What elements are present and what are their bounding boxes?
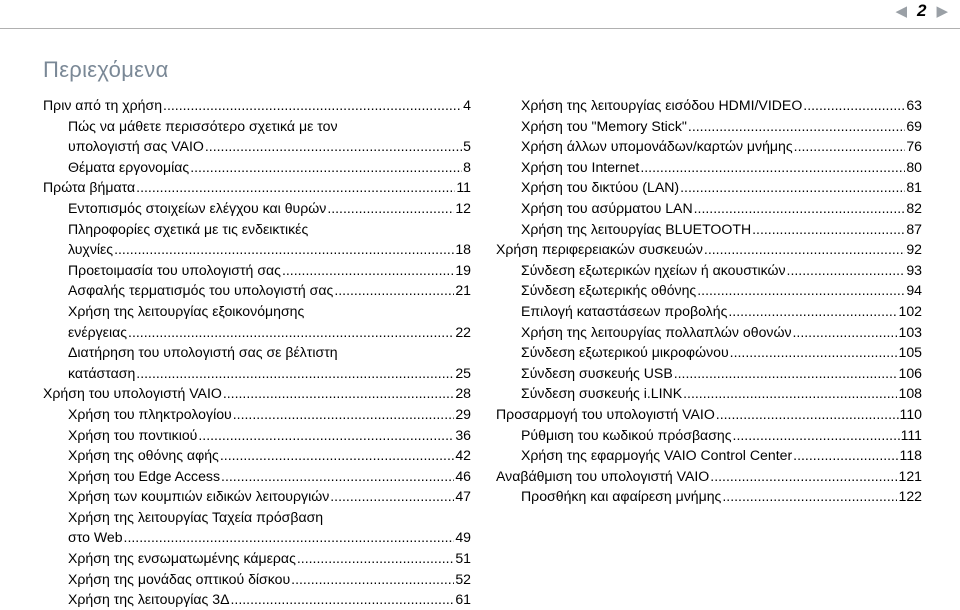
toc-entry-text: Ρύθμιση του κωδικού πρόσβασης: [521, 426, 732, 443]
toc-page-number: 94: [906, 282, 922, 299]
toc-entry-text: Σύνδεση συσκευής i.LINK: [521, 385, 683, 402]
toc-entry-text: Χρήση του δικτύου (LAN): [521, 179, 680, 196]
previous-page-arrow-icon[interactable]: ◀: [895, 3, 907, 20]
toc-page-number: 28: [455, 385, 471, 402]
toc-subsection-left-6[interactable]: [43, 260, 471, 281]
toc-leader-dots: [190, 157, 462, 178]
toc-subsection-right-10[interactable]: [496, 301, 922, 322]
toc-page-number: 81: [906, 179, 922, 196]
toc-entry-text: Χρήση του υπολογιστή VAIO: [43, 385, 222, 402]
toc-entry-text: Προετοιμασία του υπολογιστή σας: [68, 261, 281, 278]
toc-entry-text: Χρήση της λειτουργίας BLUETOOTH: [521, 220, 752, 237]
toc-entry-text: Χρήση των κουμπιών ειδικών λειτουργιών: [68, 488, 330, 505]
toc-subsection-right-16[interactable]: [496, 425, 922, 446]
toc-subsection-right-8[interactable]: [496, 260, 922, 281]
toc-entry-text: Προσαρμογή του υπολογιστή VAIO: [496, 405, 715, 422]
toc-leader-dots: [220, 445, 454, 466]
toc-page-number: 61: [455, 591, 471, 608]
toc-entry-text: Χρήση άλλων υπομονάδων/καρτών μνήμης: [521, 138, 793, 155]
toc-page-number: 76: [906, 138, 922, 155]
toc-page-number: 93: [906, 261, 922, 278]
toc-section-left-10[interactable]: [43, 383, 471, 404]
toc-leader-dots: [334, 280, 454, 301]
toc-leader-dots: [282, 260, 454, 281]
toc-leader-dots: [680, 177, 905, 198]
toc-leader-dots: [722, 486, 897, 507]
toc-entry-text: Χρήση της λειτουργίας 3Δ: [68, 591, 230, 608]
toc-page-number: 110: [899, 405, 922, 422]
toc-subsection-left-19[interactable]: [43, 589, 471, 610]
toc-page-number: 106: [898, 364, 922, 381]
toc-page-number: 82: [906, 199, 922, 216]
toc-entry-text: Προσθήκη και αφαίρεση μνήμης: [521, 488, 722, 505]
toc-subsection-right-14[interactable]: [496, 383, 922, 404]
toc-leader-dots: [794, 136, 906, 157]
toc-subsection-right-12[interactable]: [496, 342, 922, 363]
toc-page-number: 29: [455, 405, 471, 422]
toc-entry-text: Χρήση της εφαρμογής VAIO Control Center: [521, 447, 793, 464]
toc-subsection-right-4[interactable]: [496, 177, 922, 198]
toc-leader-dots: [136, 177, 455, 198]
toc-section-right-18[interactable]: [496, 466, 922, 487]
toc-leader-dots: [688, 116, 905, 137]
toc-entry-text: Αναβάθμιση του υπολογιστή VAIO: [496, 467, 710, 484]
toc-entry-text-first-line: Διατήρηση του υπολογιστή σας σε βέλτιστη: [68, 344, 338, 361]
toc-page-number: 111: [900, 426, 922, 443]
toc-entry-text: κατάσταση: [68, 364, 136, 381]
toc-entry-text: Σύνδεση εξωτερικού μικροφώνου: [521, 344, 729, 361]
toc-entry-text: Χρήση του Edge Access: [68, 467, 221, 484]
toc-leader-dots: [683, 383, 897, 404]
toc-subsection-right-6[interactable]: [496, 219, 922, 240]
toc-page-number: 22: [455, 323, 471, 340]
toc-page-number: 49: [455, 529, 471, 546]
toc-page-number: 92: [906, 241, 922, 258]
toc-subsection-left-5[interactable]: [43, 219, 471, 260]
toc-entry-text: Χρήση της λειτουργίας εισόδου HDMI/VIDEO: [521, 97, 803, 113]
toc-page-number: 103: [898, 323, 922, 340]
toc-page-number: 122: [898, 488, 922, 505]
toc-entry-text: υπολογιστή σας VAIO: [68, 138, 204, 155]
toc-page-number: 12: [455, 199, 471, 216]
toc-subsection-left-2[interactable]: [43, 157, 471, 178]
toc-leader-dots: [716, 404, 899, 425]
toc-leader-dots: [231, 589, 455, 610]
toc-page-number: 8: [463, 158, 471, 175]
toc-subsection-left-17[interactable]: [43, 548, 471, 569]
toc-entry-text: Σύνδεση εξωτερικής οθόνης: [521, 282, 697, 299]
toc-page-number: 52: [455, 570, 471, 587]
toc-page-number: 18: [455, 241, 471, 258]
toc-leader-dots: [640, 157, 905, 178]
header-divider: [0, 28, 960, 29]
toc-entry-text: Επιλογή καταστάσεων προβολής: [521, 302, 728, 319]
toc-page-number: 87: [906, 220, 922, 237]
toc-leader-dots: [136, 363, 454, 384]
toc-subsection-left-11[interactable]: [43, 404, 471, 425]
toc-leader-dots: [223, 383, 454, 404]
toc-subsection-left-14[interactable]: [43, 466, 471, 487]
toc-subsection-left-4[interactable]: [43, 198, 471, 219]
toc-entry-text: Χρήση της λειτουργίας πολλαπλών οθονών: [521, 323, 792, 340]
toc-entry-text: Χρήση της οθόνης αφής: [68, 447, 219, 464]
toc-entry-text: Σύνδεση εξωτερικών ηχείων ή ακουστικών: [521, 261, 786, 278]
toc-subsection-left-18[interactable]: [43, 569, 471, 590]
toc-leader-dots: [694, 198, 906, 219]
toc-page-number: 46: [455, 467, 471, 484]
toc-entry-text: Πριν από τη χρήση: [43, 97, 163, 113]
toc-page-number: 42: [455, 447, 471, 464]
toc-section-left-3[interactable]: [43, 177, 471, 198]
toc-entry-text: Χρήση περιφερειακών συσκευών: [496, 241, 703, 258]
toc-leader-dots: [221, 466, 454, 487]
toc-entry-text: Χρήση της ενσωματωμένης κάμερας: [68, 550, 296, 567]
page-navigation: [895, 0, 948, 22]
toc-subsection-right-2[interactable]: [496, 136, 922, 157]
toc-entry-text: Θέματα εργονομίας: [68, 158, 190, 175]
toc-page-number: 63: [906, 97, 922, 113]
toc-page-number: 105: [898, 344, 922, 361]
toc-leader-dots: [733, 425, 900, 446]
toc-page-number: 4: [463, 97, 471, 113]
toc-subsection-right-13[interactable]: [496, 363, 922, 384]
toc-leader-dots: [730, 342, 898, 363]
next-page-arrow-icon[interactable]: ▶: [936, 3, 948, 20]
toc-entry-text-first-line: Χρήση της λειτουργίας εξοικονόμησης: [68, 302, 305, 319]
toc-entry-text-first-line: Πληροφορίες σχετικά με τις ενδεικτικές: [68, 220, 309, 237]
toc-page-number: 19: [455, 261, 471, 278]
toc-entry-text-first-line: Χρήση της λειτουργίας Ταχεία πρόσβαση: [68, 508, 324, 525]
toc-page-number: 51: [455, 550, 471, 567]
toc-subsection-left-16[interactable]: [43, 507, 471, 548]
toc-leader-dots: [787, 260, 906, 281]
toc-page-number: 102: [898, 302, 922, 319]
toc-leader-dots: [198, 425, 454, 446]
toc-subsection-right-11[interactable]: [496, 322, 922, 343]
toc-leader-dots: [163, 95, 462, 116]
toc-page-number: 69: [906, 117, 922, 134]
toc-subsection-right-17[interactable]: [496, 445, 922, 466]
toc-leader-dots: [205, 136, 462, 157]
toc-page-number: 11: [456, 179, 471, 196]
toc-entry-text: Χρήση του ποντικιού: [68, 426, 198, 443]
toc-page-number: 25: [455, 364, 471, 381]
toc-entry-text: Πρώτα βήματα: [43, 179, 136, 196]
toc-leader-dots: [114, 239, 454, 260]
toc-page-number: 47: [455, 488, 471, 505]
toc-leader-dots: [674, 363, 898, 384]
toc-entry-text: Χρήση της μονάδας οπτικού δίσκου: [68, 570, 291, 587]
toc-page-number: 121: [898, 467, 922, 484]
toc-leader-dots: [697, 280, 905, 301]
toc-entry-text: Χρήση του ασύρματου LAN: [521, 199, 693, 216]
toc-subsection-right-9[interactable]: [496, 280, 922, 301]
toc-page-number: 21: [455, 282, 471, 299]
toc-page-number: 80: [906, 158, 922, 175]
toc-entry-text: Σύνδεση συσκευής USB: [521, 364, 673, 381]
toc-leader-dots: [793, 445, 898, 466]
toc-subsection-right-0[interactable]: [496, 95, 922, 116]
toc-leader-dots: [233, 404, 455, 425]
toc-right-column: [496, 95, 922, 507]
toc-leader-dots: [297, 548, 454, 569]
toc-subsection-left-15[interactable]: [43, 486, 471, 507]
toc-section-right-7[interactable]: [496, 239, 922, 260]
toc-subsection-right-1[interactable]: [496, 116, 922, 137]
toc-leader-dots: [793, 322, 898, 343]
toc-leader-dots: [803, 95, 905, 116]
toc-page-number: 36: [455, 426, 471, 443]
toc-subsection-right-3[interactable]: [496, 157, 922, 178]
toc-entry-text: Χρήση του πληκτρολογίου: [68, 405, 232, 422]
toc-leader-dots: [330, 486, 454, 507]
toc-page-number: 108: [898, 385, 922, 402]
toc-subsection-left-9[interactable]: [43, 342, 471, 383]
toc-subsection-left-13[interactable]: [43, 445, 471, 466]
toc-entry-text-first-line: Πώς να μάθετε περισσότερο σχετικά με τον: [68, 117, 338, 134]
toc-entry-text: Χρήση του Internet: [521, 158, 640, 175]
toc-entry-text: Χρήση του "Memory Stick": [521, 117, 687, 134]
page-number: 2: [916, 1, 927, 20]
toc-leader-dots: [728, 301, 897, 322]
toc-subsection-right-5[interactable]: [496, 198, 922, 219]
toc-left-column: [43, 95, 471, 610]
toc-subsection-left-12[interactable]: [43, 425, 471, 446]
toc-page-number: 118: [899, 447, 922, 464]
toc-leader-dots: [124, 527, 455, 548]
toc-leader-dots: [128, 322, 454, 343]
toc-entry-text: λυχνίες: [68, 241, 114, 258]
toc-subsection-left-1[interactable]: [43, 116, 471, 157]
toc-leader-dots: [327, 198, 454, 219]
toc-section-right-15[interactable]: [496, 404, 922, 425]
toc-page-number: 5: [463, 138, 471, 155]
toc-entry-text: Ασφαλής τερματισμός του υπολογιστή σας: [68, 282, 334, 299]
toc-entry-text: ενέργειας: [68, 323, 128, 340]
toc-section-left-0[interactable]: [43, 95, 471, 116]
toc-leader-dots: [291, 569, 454, 590]
toc-subsection-left-7[interactable]: [43, 280, 471, 301]
toc-leader-dots: [704, 239, 905, 260]
toc-leader-dots: [752, 219, 905, 240]
page-title: Περιεχόμενα: [43, 57, 169, 82]
toc-subsection-right-19[interactable]: [496, 486, 922, 507]
toc-entry-text: Εντοπισμός στοιχείων ελέγχου και θυρών: [68, 199, 327, 216]
toc-entry-text: στο Web: [68, 529, 123, 546]
toc-leader-dots: [710, 466, 897, 487]
header-bar: [0, 0, 960, 30]
toc-subsection-left-8[interactable]: [43, 301, 471, 342]
